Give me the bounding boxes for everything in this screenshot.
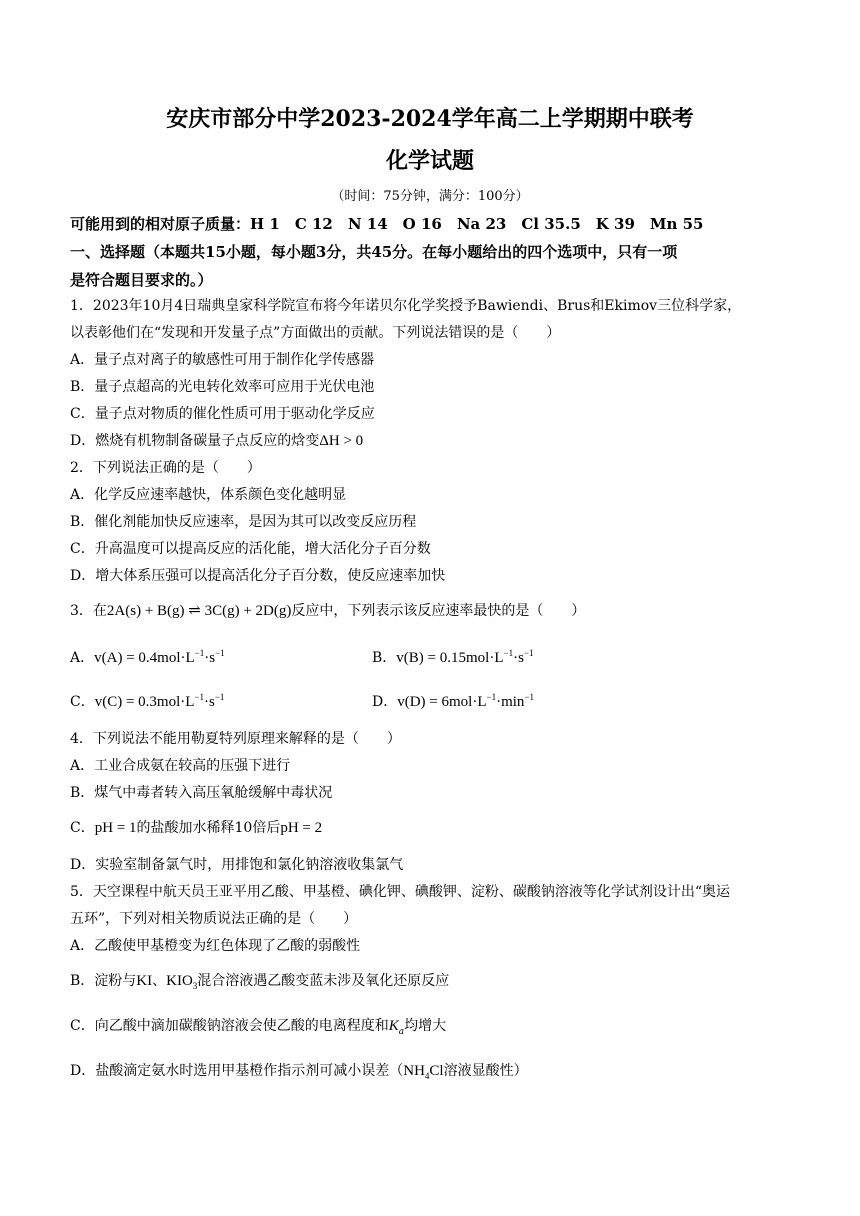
q3-option-a-label: A． [70,650,95,666]
q3-option-d-label: D． [372,694,398,710]
q4-option-b: B．煤气中毒者转入高压氧舱缓解中毒状况 [70,785,333,801]
q2-stem: 2．下列说法正确的是（ ） [70,460,261,476]
q3-option-c-formula: $v(C) = 0.3mol\cdot L^{-1}\cdot s^{-1}$ [94,692,225,710]
page-title: 安庆市部分中学2023-2024学年高二上学期期中联考 [166,106,694,132]
q5-option-c: C．向乙酸中滴加碳酸钠溶液会使乙酸的电离程度和$K_a$均增大 [70,1018,447,1037]
section-heading-line1: 一、选择题（本题共15小题，每小题3分，共45分。在每小题给出的四个选项中，只有一项 [70,243,678,261]
q3-stem-post: 反应中，下列表示该反应速率最快的是（ ） [291,603,586,619]
section-heading-line2: 是符合题目要求的。） [70,271,213,289]
q3-option-d [372,692,534,712]
q4-option-a: A．工业合成氨在较高的压强下进行 [70,758,291,774]
q1-option-b: B．量子点超高的光电转化效率可应用于光伏电池 [70,379,375,395]
q3-equation: 2A(s) + B(g) ⇌ 3C(g) + 2D(g) [106,603,292,619]
q5-option-b: B．淀粉与KI、$KIO_3$混合溶液遇乙酸变蓝未涉及氧化还原反应 [70,973,450,991]
q2-option-a: A．化学反应速率越快，体系颜色变化越明显 [70,487,347,503]
q3-option-c-label: C． [70,694,95,710]
q2-option-b: B．催化剂能加快反应速率，是因为其可以改变反应历程 [70,514,417,530]
atomic-masses: 可能用到的相对原子质量：H 1 C 12 N 14 O 16 Na 23 Cl 35.5 K 39 Mn 55 [70,215,704,233]
time-note: （时间：75分钟，满分：100分） [331,189,529,204]
q2-option-d: D．增大体系压强可以提高活化分子百分数，使反应速率加快 [70,568,446,584]
q3-option-d-formula: $v(D) = 6mol\cdot L^{-1}\cdot\min^{-1}$ [397,692,535,710]
q1-stem-line1: 1．2023年10月4日瑞典皇家科学院宣布将今年诺贝尔化学奖授予Bawiendi、Brus和Ekimov三位科学家， [70,298,742,314]
page-subtitle: 化学试题 [385,148,474,174]
q3-option-b [372,648,534,668]
q3-stem-pre: 3．在 [70,603,107,619]
q4-option-d: D．实验室制备氯气时，用排饱和氯化钠溶液收集氯气 [70,857,404,873]
q3-option-b-label: B． [372,650,397,666]
q4-option-c: C．pH = 1的盐酸加水稀释10倍后pH = 2 [70,820,323,836]
q1-option-d-formula: ΔH > 0 [319,433,364,449]
q5-stem-line1: 5．天空课程中航天员王亚平用乙酸、甲基橙、碘化钾、碘酸钾、淀粉、碳酸钠溶液等化学试剂设计出“奥运 [70,884,731,900]
q3-stem [70,601,800,621]
q2-option-c: C．升高温度可以提高反应的活化能，增大活化分子百分数 [70,541,431,557]
q4-option-c-ph1: pH = 1 [94,820,137,836]
q3-options-row2 [70,692,800,712]
q1-option-d-text: D．燃烧有机物制备碳量子点反应的焓变 [70,433,320,449]
q5-option-d: D．盐酸滴定氨水时选用甲基橙作指示剂可减小误差（$NH_4Cl$溶液显酸性） [70,1063,528,1081]
q5-stem-line2: 五环”，下列对相关物质说法正确的是（ ） [70,911,358,927]
q3-option-a-formula: $v(A) = 0.4mol\cdot L^{-1}\cdot s^{-1}$ [94,648,225,666]
q4-stem: 4．下列说法不能用勒夏特列原理来解释的是（ ） [70,731,401,747]
q1-option-a: A．量子点对离子的敏感性可用于制作化学传感器 [70,352,375,368]
q1-stem-line2: 以表彰他们在“发现和开发量子点”方面做出的贡献。下列说法错误的是（ ） [70,325,561,341]
q3-option-b-formula: $v(B) = 0.15mol\cdot L^{-1}\cdot s^{-1}$ [396,648,534,666]
q3-options-row1 [70,648,800,668]
q1-option-d [70,431,800,451]
q1-option-c: C．量子点对物质的催化性质可用于驱动化学反应 [70,406,375,422]
q4-option-c-ph2: pH = 2 [280,820,323,836]
q5-option-a: A．乙酸使甲基橙变为红色体现了乙酸的弱酸性 [70,938,361,954]
